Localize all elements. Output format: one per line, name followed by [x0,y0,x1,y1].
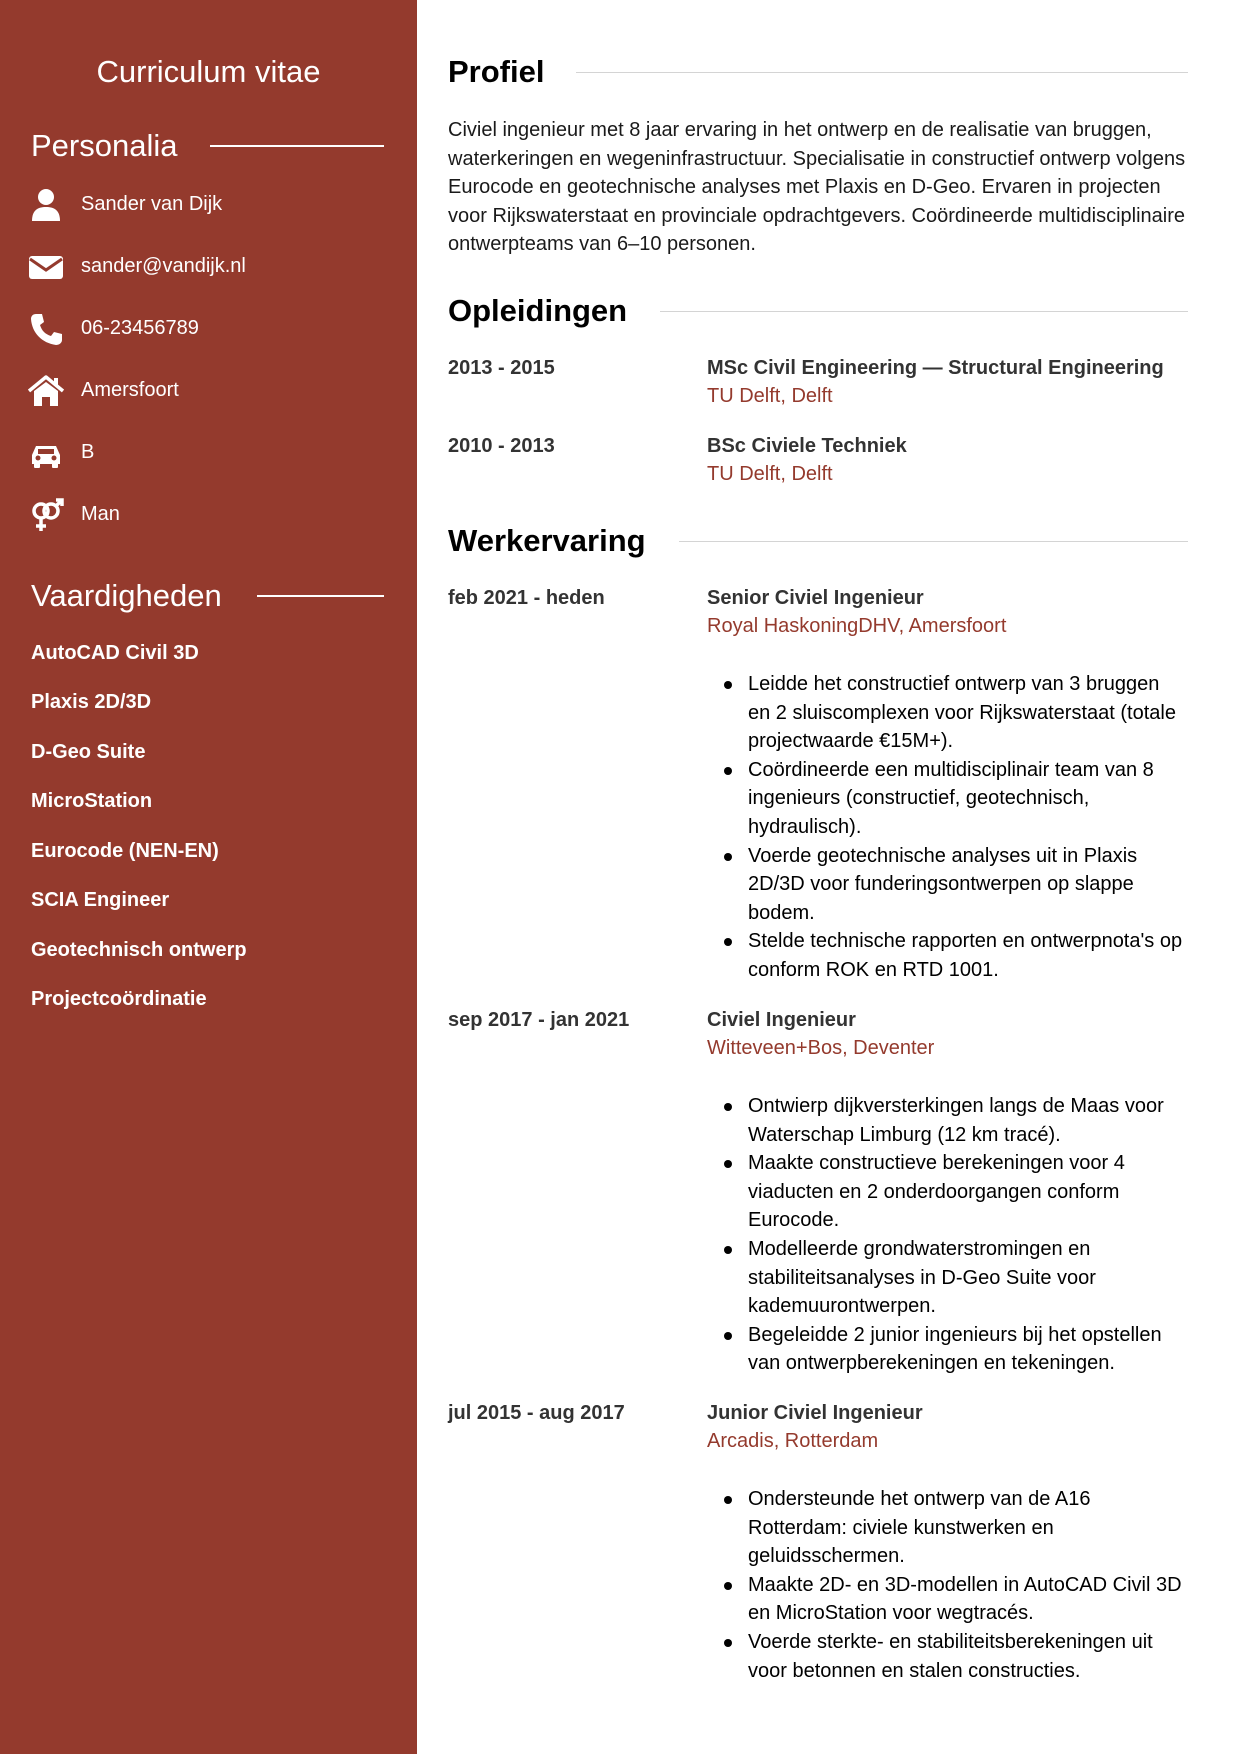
personalia-gender [28,494,408,534]
envelope-icon [28,250,64,284]
job-bullet: Begeleidde 2 junior ingenieurs bij het opstellen van ontwerpberekeningen en tekeningen. [707,1321,1187,1378]
education-school: TU Delft, Delft [707,463,833,485]
job-period: jul 2015 - aug 2017 [448,1402,625,1424]
city-text: Amersfoort [81,379,179,401]
personalia-license [28,432,408,472]
job-bullet: Ondersteunde het ontwerp van de A16 Rotterdam: civiele kunstwerken en geluidsschermen. [707,1485,1187,1571]
job-employer: Royal HaskoningDHV, Amersfoort [707,615,1007,637]
skill-item: Eurocode (NEN-EN) [31,840,219,862]
personalia-divider [210,145,384,147]
skill-item: Projectcoördinatie [31,988,207,1010]
phone-icon [28,312,64,346]
gender-icon [28,498,64,532]
profile-divider [576,72,1188,73]
phone-text: 06-23456789 [81,317,199,339]
skills-divider [257,595,384,597]
job-bullet: Maakte constructieve berekeningen voor 4 viaducten en 2 onderdoorgangen conform Eurocode. [707,1149,1187,1235]
name-text: Sander van Dijk [81,193,223,215]
education-divider [660,311,1188,312]
job-bullet: Stelde technische rapporten en ontwerpnota's op conform ROK en RTD 1001. [707,927,1187,984]
skill-item: SCIA Engineer [31,889,170,911]
job-bullet: Voerde sterkte- en stabiliteitsberekeningen uit voor betonnen en stalen constructies. [707,1628,1187,1685]
gender-text: Man [81,503,120,525]
personalia-heading: Personalia [31,128,178,163]
job-employer: Arcadis, Rotterdam [707,1430,879,1452]
license-text: B [81,441,95,463]
job-bullet: Leidde het constructief ontwerp van 3 bruggen en 2 sluiscomplexen voor Rijkswaterstaat (totale projectwaarde €15M+). [707,670,1187,756]
skill-item: Geotechnisch ontwerp [31,939,247,961]
personalia-email [28,246,408,286]
personalia-name [28,184,408,224]
job-role: Civiel Ingenieur [707,1009,856,1031]
job-bullets [707,1485,1187,1685]
skill-item: AutoCAD Civil 3D [31,642,199,664]
profile-heading: Profiel [448,54,545,89]
education-period: 2010 - 2013 [448,435,555,457]
job-bullet: Modelleerde grondwaterstromingen en stabiliteitsanalyses in D-Geo Suite voor kademuurontwerpen. [707,1235,1187,1321]
education-heading: Opleidingen [448,293,628,328]
personalia-phone [28,308,408,348]
sidebar [0,0,417,1754]
email-text: sander@vandijk.nl [81,255,246,277]
profile-text: Civiel ingenieur met 8 jaar ervaring in het ontwerp en de realisatie van bruggen, waterkeringen en wegeninfrastructuur. Specialisatie in constructief ontwerp volgens Eurocode en geotechnische analyses met Plaxis en D-Geo. Ervaren in projecten voor Rijkswaterstaat en provinciale opdrachtgevers. Coördineerde multidisciplinaire ontwerpteams van 6–10 personen. [448,119,1186,256]
job-role: Senior Civiel Ingenieur [707,587,924,609]
job-bullet: Voerde geotechnische analyses uit in Plaxis 2D/3D voor funderingsontwerpen op slappe bodem. [707,842,1187,928]
job-bullets [707,670,1187,985]
job-period: feb 2021 - heden [448,587,605,609]
job-bullet: Maakte 2D- en 3D-modellen in AutoCAD Civil 3D en MicroStation voor wegtracés. [707,1571,1187,1628]
job-bullets [707,1092,1187,1378]
job-employer: Witteveen+Bos, Deventer [707,1037,935,1059]
job-period: sep 2017 - jan 2021 [448,1009,630,1031]
work-heading: Werkervaring [448,523,646,558]
education-degree: MSc Civil Engineering — Structural Engineering [707,357,1164,379]
job-role: Junior Civiel Ingenieur [707,1402,923,1424]
job-bullet: Coördineerde een multidisciplinair team van 8 ingenieurs (constructief, geotechnisch, hydraulisch). [707,756,1187,842]
job-bullet: Ontwierp dijkversterkingen langs de Maas voor Waterschap Limburg (12 km tracé). [707,1092,1187,1149]
car-icon [28,436,64,470]
skills-heading: Vaardigheden [31,578,222,613]
education-school: TU Delft, Delft [707,385,833,407]
work-divider [679,541,1188,542]
document-title: Curriculum vitae [96,54,321,89]
skill-item: MicroStation [31,790,153,812]
skill-item: D-Geo Suite [31,741,146,763]
skill-item: Plaxis 2D/3D [31,691,152,713]
education-degree: BSc Civiele Techniek [707,435,907,457]
education-period: 2013 - 2015 [448,357,555,379]
user-icon [28,188,64,222]
home-icon [28,374,64,408]
personalia-city [28,370,408,410]
